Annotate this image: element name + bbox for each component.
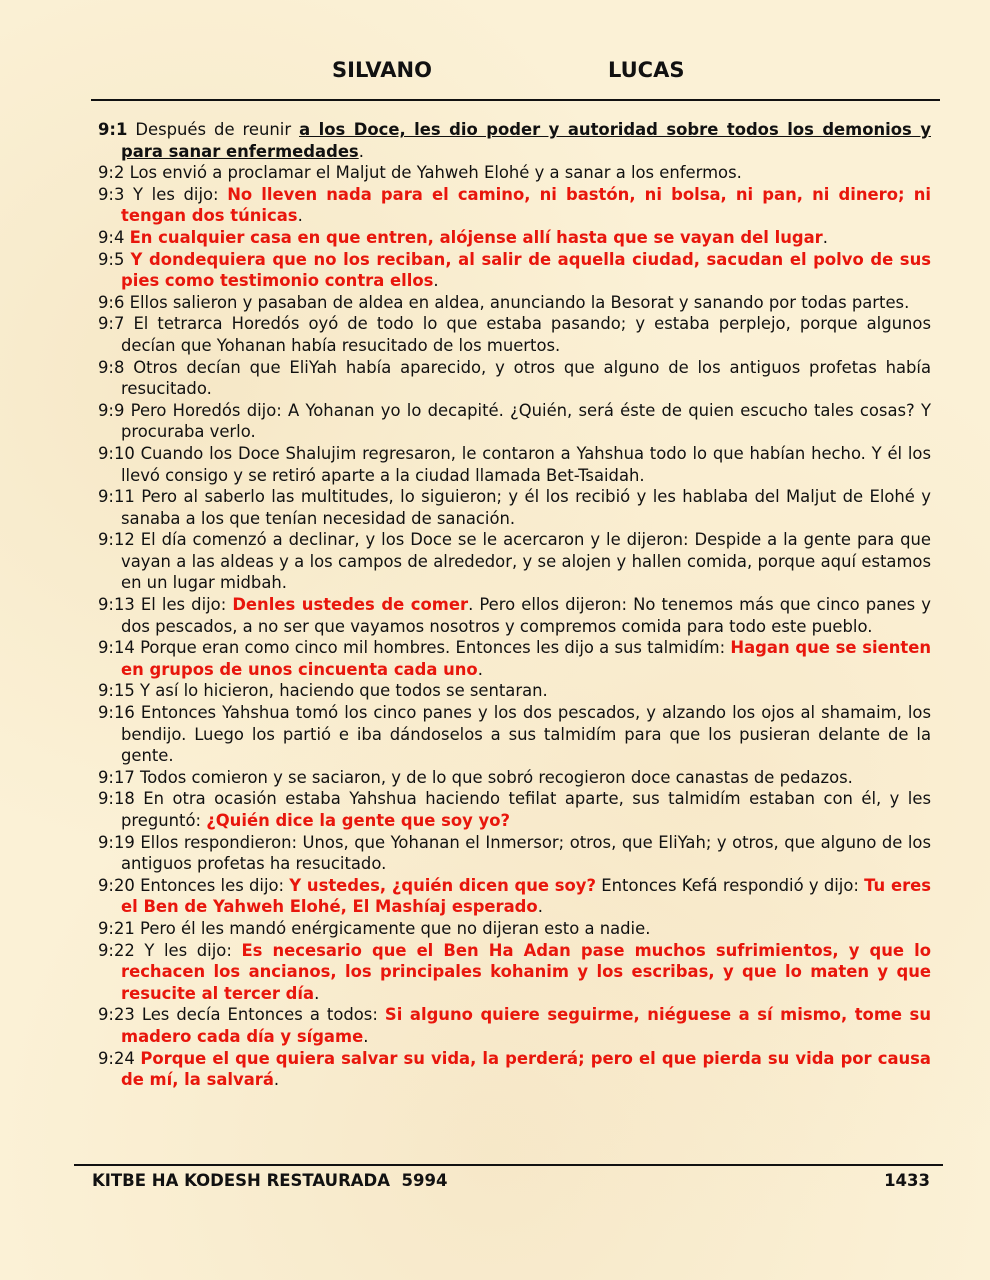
verse-9-17: 9:17 Todos comieron y se saciaron, y de lo que sobró recogieron doce canastas de pedazos. xyxy=(98,767,853,787)
verse-9-2: 9:2 Los envió a proclamar el Maljut de Yahweh Elohé y a sanar a los enfermos. xyxy=(98,163,742,183)
verse-number: 9:21 xyxy=(98,918,135,938)
verse-number: 9:19 xyxy=(98,832,135,852)
footer-rule xyxy=(74,1164,943,1166)
verse-number: 9:20 xyxy=(98,875,135,895)
header-translator: SILVANO xyxy=(332,58,432,82)
footer-title: KITBE HA KODESH RESTAURADA 5994 xyxy=(92,1171,448,1190)
page-header xyxy=(0,58,990,94)
header-rule xyxy=(91,99,940,101)
verse-9-3: 9:3 Y les dijo: No lleven nada para el camino, ni bastón, ni bolsa, ni pan, ni dinero; ni tengan dos túnicas. xyxy=(98,184,931,226)
verse-9-7: 9:7 El tetrarca Horedós oyó de todo lo que estaba pasando; y estaba perplejo, porque algunos decían que Yohanan había resucitado de los muertos. xyxy=(98,314,931,355)
verse-number: 9:1 xyxy=(98,120,128,139)
verse-9-6: 9:6 Ellos salieron y pasaban de aldea en aldea, anunciando la Besorat y sanando por todas partes. xyxy=(98,292,910,312)
verse-number: 9:22 xyxy=(98,940,135,960)
verse-number: 9:12 xyxy=(98,530,135,550)
verse-number: 9:17 xyxy=(98,767,135,787)
verse-9-8: 9:8 Otros decían que EliYah había aparecido, y otros que alguno de los antiguos profetas había resucitado. xyxy=(98,357,931,399)
verse-number: 9:13 xyxy=(98,595,135,615)
verse-number: 9:16 xyxy=(98,703,135,723)
verse-9-20: 9:20 Entonces les dijo: Y ustedes, ¿quién dicen que soy? Entonces Kefá respondió y dijo: Tu eres el Ben de Yahweh Elohé, El Mashíaj esperado. xyxy=(98,875,932,917)
verse-number: 9:15 xyxy=(98,681,135,701)
page-number: 1433 xyxy=(884,1171,930,1190)
verse-list xyxy=(98,119,931,1091)
verse-9-19: 9:19 Ellos respondieron: Unos, que Yohanan el Inmersor; otros, que EliYah; y otros, que alguno de los antiguos profetas ha resucitado. xyxy=(98,832,931,874)
verse-number: 9:5 xyxy=(98,249,125,269)
verse-number: 9:8 xyxy=(98,357,125,377)
verse-number: 9:23 xyxy=(98,1005,135,1025)
verse-9-9: 9:9 Pero Horedós dijo: A Yohanan yo lo decapité. ¿Quién, será éste de quien escucho tales cosas? Y procuraba verlo. xyxy=(98,400,931,442)
verse-9-13: 9:13 El les dijo: Denles ustedes de comer. Pero ellos dijeron: No tenemos más que cinco panes y dos pescados, a no ser que vayamos nosotros y compremos comida para todo este pueblo. xyxy=(98,595,931,636)
verse-number: 9:24 xyxy=(98,1048,135,1068)
verse-9-22: 9:22 Y les dijo: Es necesario que el Ben Ha Adan pase muchos sufrimientos, y que lo rechacen los ancianos, los principales kohanim y los escribas, y que lo maten y que resucite al tercer día. xyxy=(98,940,931,1003)
verse-9-18: 9:18 En otra ocasión estaba Yahshua haciendo tefilat aparte, sus talmidím estaban con él, y les preguntó: ¿Quién dice la gente que soy yo? xyxy=(98,789,931,830)
verse-9-10: 9:10 Cuando los Doce Shalujim regresaron, le contaron a Yahshua todo lo que habían hecho. Y él los llevó consigo y se retiró aparte a la ciudad llamada Bet-Tsaidah. xyxy=(98,443,931,485)
verse-number: 9:9 xyxy=(98,400,125,420)
verse-number: 9:7 xyxy=(98,314,125,334)
verse-9-12: 9:12 El día comenzó a declinar, y los Doce se le acercaron y le dijeron: Despide a la gente para que vayan a las aldeas y a los campos de alrededor, y se alojen y hallen comida, porque aquí estamos en un lugar midbah. xyxy=(98,530,931,593)
verse-9-21: 9:21 Pero él les mandó enérgicamente que no dijeran esto a nadie. xyxy=(98,918,651,938)
verse-9-11: 9:11 Pero al saberlo las multitudes, lo siguieron; y él los recibió y les hablaba del Maljut de Elohé y sanaba a los que tenían necesidad de sanación. xyxy=(98,487,931,528)
verse-9-4: 9:4 En cualquier casa en que entren, alójense allí hasta que se vayan del lugar. xyxy=(98,227,828,247)
verse-9-24: 9:24 Porque el que quiera salvar su vida, la perderá; pero el que pierda su vida por causa de mí, la salvará. xyxy=(98,1048,931,1090)
verse-9-5: 9:5 Y dondequiera que no los reciban, al salir de aquella ciudad, sacudan el polvo de sus pies como testimonio contra ellos. xyxy=(98,249,931,291)
verse-number: 9:11 xyxy=(98,487,135,507)
verse-number: 9:18 xyxy=(98,789,135,809)
verse-number: 9:6 xyxy=(98,292,125,312)
verse-9-15: 9:15 Y así lo hicieron, haciendo que todos se sentaran. xyxy=(98,681,548,701)
header-book: LUCAS xyxy=(608,58,685,82)
verse-9-14: 9:14 Porque eran como cinco mil hombres. Entonces les dijo a sus talmidím: Hagan que se sienten en grupos de unos cincuenta cada uno. xyxy=(98,638,932,679)
verse-number: 9:14 xyxy=(98,638,135,658)
verse-number: 9:3 xyxy=(98,184,125,204)
verse-9-1: 9:1 Después de reunir a los Doce, les dio poder y autoridad sobre todos los demonios y para sanar enfermedades. xyxy=(98,120,931,161)
verse-number: 9:4 xyxy=(98,227,125,247)
verse-9-23: 9:23 Les decía Entonces a todos: Si alguno quiere seguirme, niéguese a sí mismo, tome su madero cada día y sígame. xyxy=(98,1005,931,1046)
verse-9-16: 9:16 Entonces Yahshua tomó los cinco panes y los dos pescados, y alzando los ojos al shamaim, los bendijo. Luego los partió e iba dándoselos a sus talmidím para que los pusieran delante de la gente. xyxy=(98,703,931,766)
verse-number: 9:2 xyxy=(98,163,125,183)
verse-number: 9:10 xyxy=(98,443,135,463)
